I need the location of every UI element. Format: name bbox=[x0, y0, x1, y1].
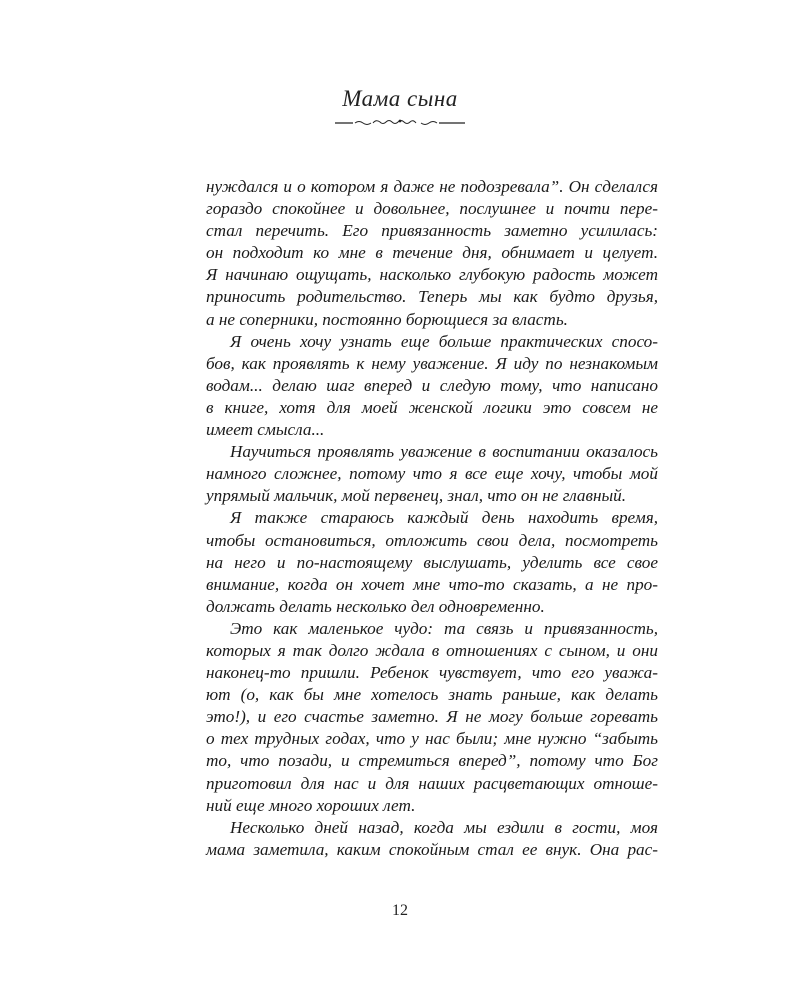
text-line: бов, как проявлять к нему уважение. Я иду по незнакомым bbox=[206, 353, 658, 373]
text-line: приготовил для нас и для наших расцветающих отноше- bbox=[206, 773, 658, 793]
running-head bbox=[0, 86, 800, 128]
text-line: Это как маленькое чудо: та связь и привязанность, bbox=[230, 618, 658, 638]
text-line: он подходит ко мне в течение дня, обнимает и целует. bbox=[206, 243, 658, 263]
running-title: Мама сына bbox=[342, 86, 458, 111]
text-line: о тех трудных годах, что у нас были; мне нужно “забыть bbox=[206, 729, 658, 749]
text-line: чтобы остановиться, отложить свои дела, посмотреть bbox=[206, 530, 658, 550]
text-line: намного сложнее, потому что я все еще хочу, чтобы мой bbox=[206, 464, 658, 484]
text-line: это!), и его счастье заметно. Я не могу больше горевать bbox=[206, 707, 658, 727]
text-line: Научиться проявлять уважение в воспитании оказалось bbox=[230, 442, 658, 462]
text-line: водам... делаю шаг вперед и следую тому, что написано bbox=[206, 375, 658, 395]
text-line: мама заметила, каким спокойным стал ее внук. Она рас- bbox=[206, 839, 658, 859]
text-line: то, что позади, и стремиться вперед”, потому что Бог bbox=[206, 751, 658, 771]
text-line: имеет смысла... bbox=[206, 420, 325, 440]
text-line: в книге, хотя для моей женской логики это совсем не bbox=[206, 397, 658, 417]
flourish-divider-icon bbox=[335, 116, 465, 128]
text-line: Я очень хочу узнать еще больше практических спосо- bbox=[230, 331, 658, 351]
text-line: которых я так долго ждала в отношениях с сыном, и они bbox=[206, 640, 658, 660]
text-line: Я начинаю ощущать, насколько глубокую радость может bbox=[206, 265, 658, 285]
text-line: упрямый мальчик, мой первенец, знал, что он не главный. bbox=[206, 486, 627, 506]
text-line: внимание, когда он хочет мне что-то сказать, а не про- bbox=[206, 574, 658, 594]
text-line: стал перечить. Его привязанность заметно усилилась: bbox=[206, 221, 658, 241]
text-line: Я также стараюсь каждый день находить время, bbox=[230, 508, 658, 528]
text-line: на него и по-настоящему выслушать, уделить все свое bbox=[206, 552, 658, 572]
page-number: 12 bbox=[392, 902, 408, 919]
text-line: а не соперники, постоянно борющиеся за власть. bbox=[206, 309, 568, 329]
text-line: приносить родительство. Теперь мы как будто друзья, bbox=[206, 287, 658, 307]
text-line: гораздо спокойнее и довольнее, послушнее и почти пере- bbox=[206, 199, 658, 219]
text-line: ний еще много хороших лет. bbox=[206, 795, 416, 815]
text-line: нуждался и о котором я даже не подозревала”. Он сделался bbox=[206, 177, 658, 196]
text-line: ют (о, как бы мне хотелось знать раньше, как делать bbox=[206, 685, 658, 705]
text-line: должать делать несколько дел одновременно. bbox=[206, 596, 545, 616]
text-line: наконец-то пришли. Ребенок чувствует, что его уважа- bbox=[206, 663, 658, 683]
body-text bbox=[206, 176, 658, 861]
text-line: Несколько дней назад, когда мы ездили в гости, моя bbox=[230, 817, 658, 837]
